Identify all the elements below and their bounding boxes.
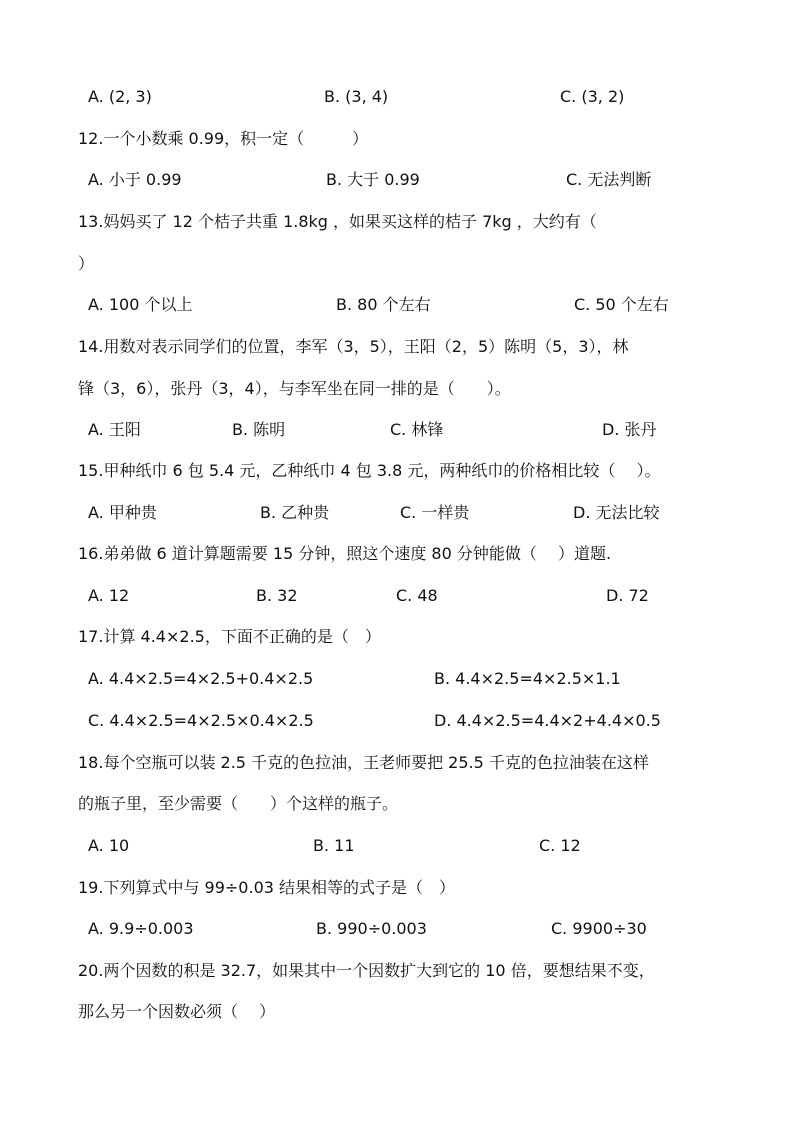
q14-option-a[interactable]: A. 王阳 bbox=[88, 420, 141, 439]
q12-option-c[interactable]: C. 无法判断 bbox=[566, 170, 652, 189]
q13-option-a[interactable]: A. 100 个以上 bbox=[88, 295, 193, 314]
q11-option-c[interactable]: C. (3, 2) bbox=[560, 87, 625, 106]
q16-options-row bbox=[0, 584, 794, 608]
q18-stem-line2: 的瓶子里，至少需要（ ）个这样的瓶子。 bbox=[78, 794, 399, 813]
q19-stem: 19.下列算式中与 99÷0.03 结果相等的式子是（ ） bbox=[78, 878, 456, 897]
q14-option-c[interactable]: C. 林锋 bbox=[390, 420, 444, 439]
q18-option-b[interactable]: B. 11 bbox=[313, 836, 355, 855]
q17-option-c[interactable]: C. 4.4×2.5=4×2.5×0.4×2.5 bbox=[88, 711, 314, 730]
q17-option-a[interactable]: A. 4.4×2.5=4×2.5+0.4×2.5 bbox=[88, 669, 314, 688]
q18-option-c[interactable]: C. 12 bbox=[539, 836, 581, 855]
q14-option-b[interactable]: B. 陈明 bbox=[232, 420, 286, 439]
q16-option-a[interactable]: A. 12 bbox=[88, 586, 130, 605]
q12-stem: 12.一个小数乘 0.99，积一定（ ） bbox=[78, 129, 369, 148]
q13-stem-line1: 13.妈妈买了 12 个桔子共重 1.8kg ，如果买这样的桔子 7kg ，大约有（ bbox=[78, 212, 597, 231]
q19-option-b[interactable]: B. 990÷0.003 bbox=[316, 919, 427, 938]
q14-stem-line2: 锋（3，6），张丹（3，4），与李军坐在同一排的是（ ）。 bbox=[78, 379, 511, 398]
q17-stem: 17.计算 4.4×2.5，下面不正确的是（ ） bbox=[78, 627, 381, 646]
q20-stem-line2: 那么另一个因数必须（ ） bbox=[78, 1002, 276, 1021]
q13-stem-line2: ） bbox=[78, 254, 95, 273]
q17-option-d[interactable]: D. 4.4×2.5=4.4×2+4.4×0.5 bbox=[434, 711, 661, 730]
q16-option-d[interactable]: D. 72 bbox=[606, 586, 649, 605]
q13-option-b[interactable]: B. 80 个左右 bbox=[336, 295, 431, 314]
q13-option-c[interactable]: C. 50 个左右 bbox=[574, 295, 669, 314]
q11-option-b[interactable]: B. (3, 4) bbox=[324, 87, 389, 106]
q19-options-row bbox=[0, 917, 794, 941]
q17-option-b[interactable]: B. 4.4×2.5=4×2.5×1.1 bbox=[434, 669, 621, 688]
q18-options-row bbox=[0, 834, 794, 858]
q15-option-a[interactable]: A. 甲种贵 bbox=[88, 503, 157, 522]
q19-option-a[interactable]: A. 9.9÷0.003 bbox=[88, 919, 194, 938]
q15-options-row bbox=[0, 501, 794, 525]
q16-option-b[interactable]: B. 32 bbox=[256, 586, 298, 605]
q12-option-b[interactable]: B. 大于 0.99 bbox=[326, 170, 420, 189]
q20-stem-line1: 20.两个因数的积是 32.7，如果其中一个因数扩大到它的 10 倍，要想结果不变， bbox=[78, 961, 655, 980]
q12-options-row bbox=[0, 168, 794, 192]
q12-option-a[interactable]: A. 小于 0.99 bbox=[88, 170, 182, 189]
q14-option-d[interactable]: D. 张丹 bbox=[602, 420, 657, 439]
q11-option-a[interactable]: A. (2, 3) bbox=[88, 87, 152, 106]
q19-option-c[interactable]: C. 9900÷30 bbox=[551, 919, 647, 938]
q16-stem: 16.弟弟做 6 道计算题需要 15 分钟，照这个速度 80 分钟能做（ ）道题. bbox=[78, 544, 612, 563]
q18-option-a[interactable]: A. 10 bbox=[88, 836, 130, 855]
q14-stem-line1: 14.用数对表示同学们的位置，李军（3，5），王阳（2，5）陈明（5，3），林 bbox=[78, 337, 629, 356]
q13-options-row bbox=[0, 293, 794, 317]
q18-stem-line1: 18.每个空瓶可以装 2.5 千克的色拉油，王老师要把 25.5 千克的色拉油装在这样 bbox=[78, 753, 649, 772]
q11-options-row bbox=[0, 85, 794, 109]
q15-option-b[interactable]: B. 乙种贵 bbox=[260, 503, 330, 522]
q15-option-d[interactable]: D. 无法比较 bbox=[573, 503, 660, 522]
q15-stem: 15.甲种纸巾 6 包 5.4 元，乙种纸巾 4 包 3.8 元，两种纸巾的价格相比较（ ）。 bbox=[78, 461, 661, 480]
q16-option-c[interactable]: C. 48 bbox=[396, 586, 438, 605]
q17-options-row2 bbox=[0, 709, 794, 733]
q15-option-c[interactable]: C. 一样贵 bbox=[400, 503, 470, 522]
q17-options-row1 bbox=[0, 667, 794, 691]
q14-options-row bbox=[0, 418, 794, 442]
